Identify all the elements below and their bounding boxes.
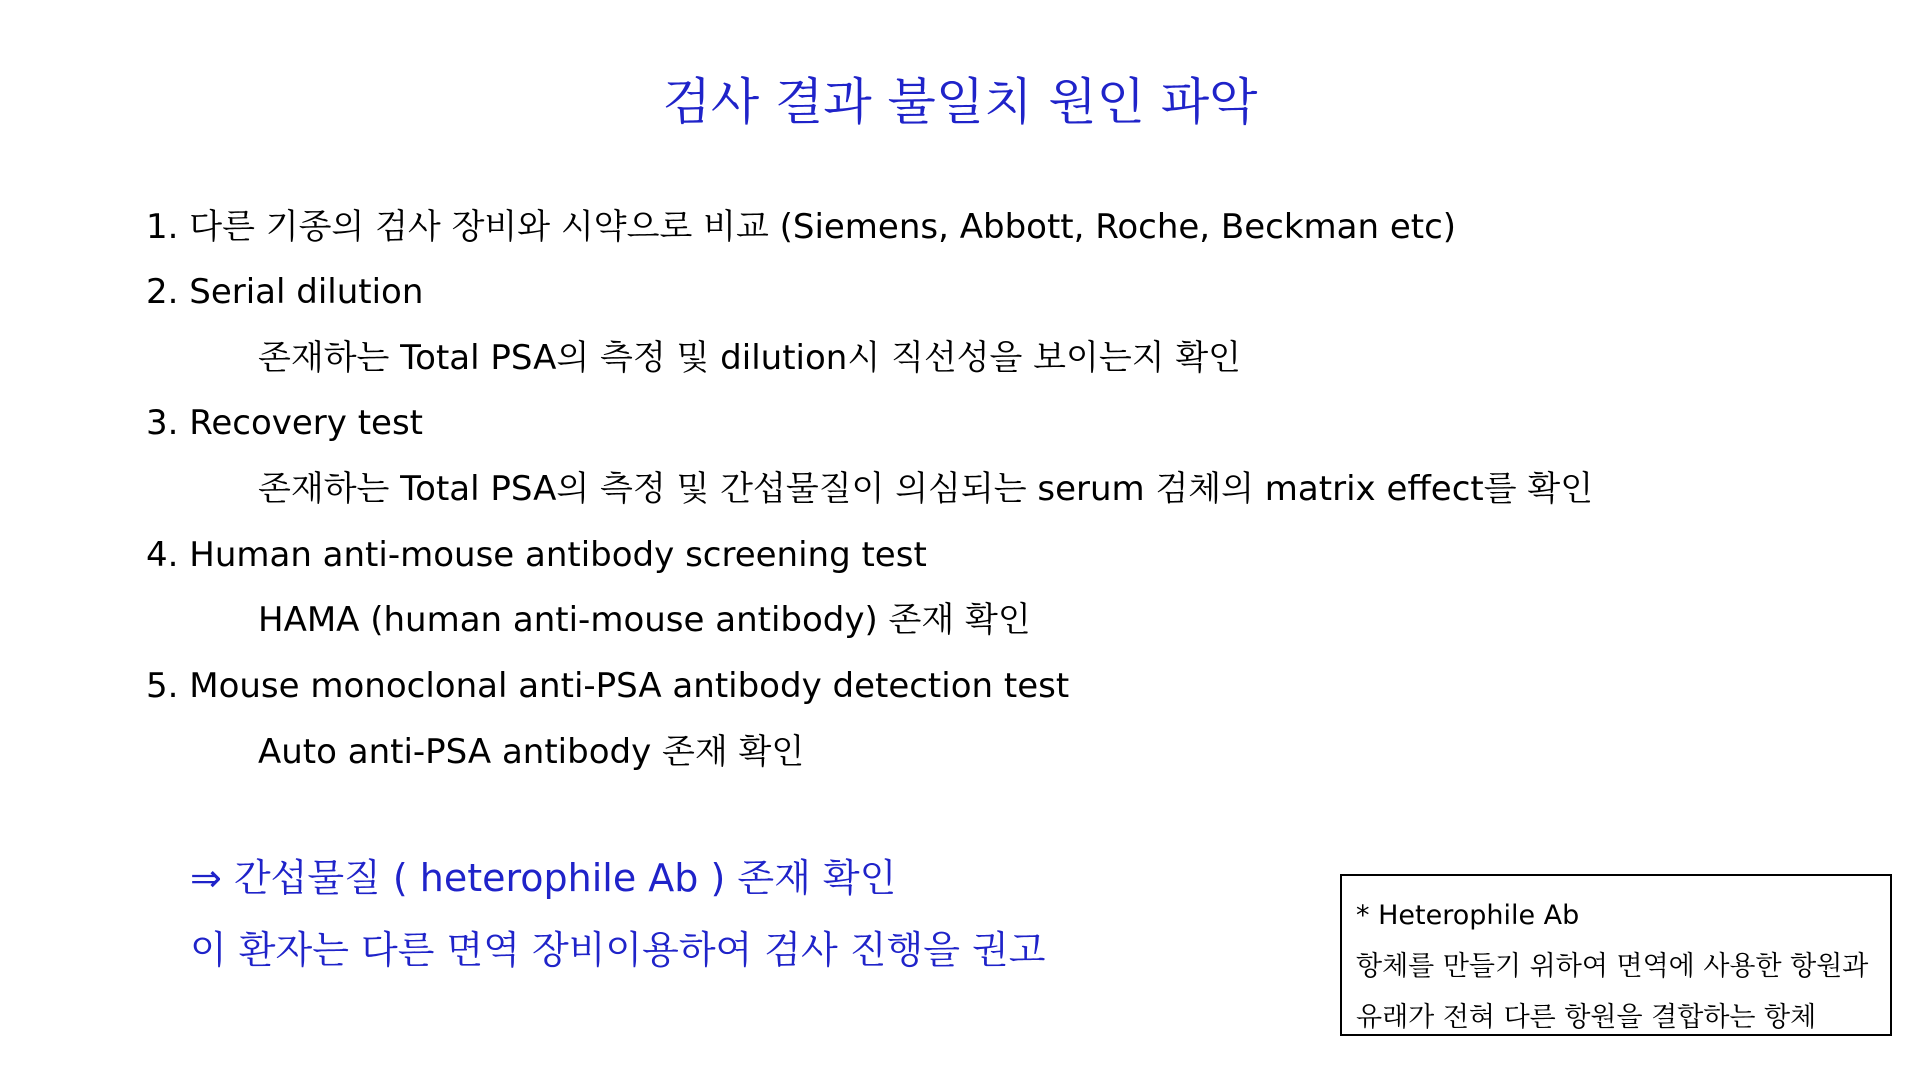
list-item-3: 3. Recovery test [146,403,423,443]
list-item-3-detail: 존재하는 Total PSA의 측정 및 간섭물질이 의심되는 serum 검체의 matrix effect를 확인 [258,469,1594,509]
slide-title: 검사 결과 불일치 원인 파악 [662,73,1258,131]
list-item-4: 4. Human anti-mouse antibody screening test [146,535,927,575]
footnote-box [1340,874,1892,1036]
footnote-title: * Heterophile Ab [1356,900,1580,931]
list-item-4-detail: HAMA (human anti-mouse antibody) 존재 확인 [258,600,1031,640]
list-item-2-detail: 존재하는 Total PSA의 측정 및 dilution시 직선성을 보이는지 확인 [258,338,1242,378]
list-item-2: 2. Serial dilution [146,272,424,312]
list-item-5-detail: Auto anti-PSA antibody 존재 확인 [258,732,805,772]
footnote-line-1: 항체를 만들기 위하여 면역에 사용한 항원과 [1356,951,1869,982]
conclusion-line-1: ⇒ 간섭물질 ( heterophile Ab ) 존재 확인 [190,856,897,900]
footnote-line-2: 유래가 전혀 다른 항원을 결합하는 항체 [1356,1002,1817,1033]
conclusion-line-2: 이 환자는 다른 면역 장비이용하여 검사 진행을 권고 [190,928,1046,972]
list-item-5: 5. Mouse monoclonal anti-PSA antibody detection test [146,666,1070,706]
list-item-1: 1. 다른 기종의 검사 장비와 시약으로 비교 (Siemens, Abbott, Roche, Beckman etc) [146,207,1457,247]
